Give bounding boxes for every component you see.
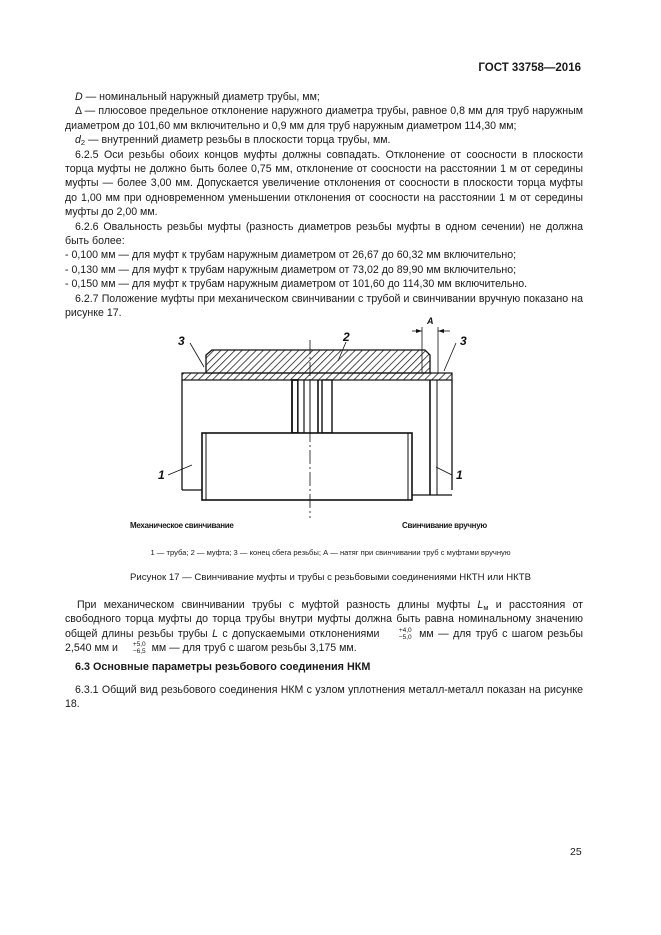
figure-17-drawing (110, 305, 470, 525)
label-mechanical-makeup: Механическое свинчивание (130, 521, 234, 530)
body-text-top (65, 90, 583, 321)
coupling-drawing (110, 305, 470, 520)
figure-caption: Рисунок 17 — Свинчивание муфты и трубы с резьбовыми соединениями НКТН или НКТВ (129, 572, 532, 583)
paragraph-6-2-7: 6.2.7 Положение муфты при механическом свинчивании с трубой и свинчивании вручную показано на рисунке 17. (65, 292, 583, 320)
label-hand-makeup: Свинчивание вручную (402, 521, 487, 530)
list-item: - 0,130 мм — для муфт к трубам наружным диаметром от 73,02 до 89,90 мм включительно; (65, 263, 517, 276)
tolerance-2: +5,0 −6,5 (132, 641, 146, 656)
paragraph-6-2-5: 6.2.5 Оси резьбы обоих концов муфты должны совпадать. Отклонение от соосности в плоскости торца муфты не должно быть более 0,75 мм, отклонение от соосности на расстоянии 1 м от середины муфты — более 3,00 мм. Допускается увеличение отклонения от соосности в плоскости торца муфты до 1,00 мм при одновременном уменьшении отклонения от соосности на расстоянии 1 м от середины муфты до 2,00 мм. (65, 148, 583, 219)
paragraph-6-3-1: 6.3.1 Общий вид резьбового соединения НКМ с узлом уплотнения металл-металл показан на рисунке 18. (65, 684, 583, 711)
body-text-section (65, 683, 583, 712)
callout-1-left: 1 (158, 468, 165, 482)
body-text-bottom (65, 598, 583, 656)
callout-a: A (427, 316, 434, 326)
list-item: - 0,100 мм — для муфт к трубам наружным диаметром от 26,67 до 60,32 мм включительно; (65, 249, 517, 262)
document-code: ГОСТ 33758—2016 (478, 62, 581, 74)
tolerance-1: +4,0 −5,0 (398, 627, 412, 642)
def-D: D — номинальный наружный диаметр трубы, мм; (75, 91, 320, 103)
callout-2: 2 (343, 330, 350, 344)
def-d2: $d_2$ — внутренний диаметр резьбы в плоскости торца трубы, мм. (75, 134, 391, 148)
section-heading: 6.3 Основные параметры резьбового соединения НКМ (75, 661, 371, 673)
callout-3-right: 3 (460, 334, 467, 348)
page-number: 25 (570, 846, 582, 858)
def-delta: Δ — плюсовое предельное отклонение наружного диаметра трубы, равное 0,8 мм для труб наружным диаметром до 101,60 мм включительно и 0,9 мм для труб наружным диаметром 114,30 мм; (65, 105, 583, 132)
callout-3-left: 3 (178, 334, 185, 348)
paragraph-makeup-length: При механическом свинчивании трубы с муфтой разность длины муфты $L_м$ и расстояния от свободного торца муфты до торца трубы внутри муфты должна быть равна номинальному значению общей длины резьбы трубы L с допускаемыми отклонениями +4,0 −5,0 мм — для труб с шагом резьбы 2,540 мм и +5,0 −6,5 мм — для труб с шагом резьбы 3,175 мм. (65, 599, 583, 656)
callout-1-right: 1 (456, 468, 463, 482)
list-item: - 0,150 мм — для муфт к трубам наружным диаметром от 101,60 до 114,30 мм включительно. (65, 278, 528, 291)
paragraph-6-2-6: 6.2.6 Овальность резьбы муфты (разность диаметров резьбы муфты в одном сечении) не должна быть более: (65, 220, 583, 248)
figure-legend: 1 — труба; 2 — муфта; 3 — конец сбега резьбы; А — натяг при свинчивании труб с муфтами вручную (150, 548, 511, 557)
